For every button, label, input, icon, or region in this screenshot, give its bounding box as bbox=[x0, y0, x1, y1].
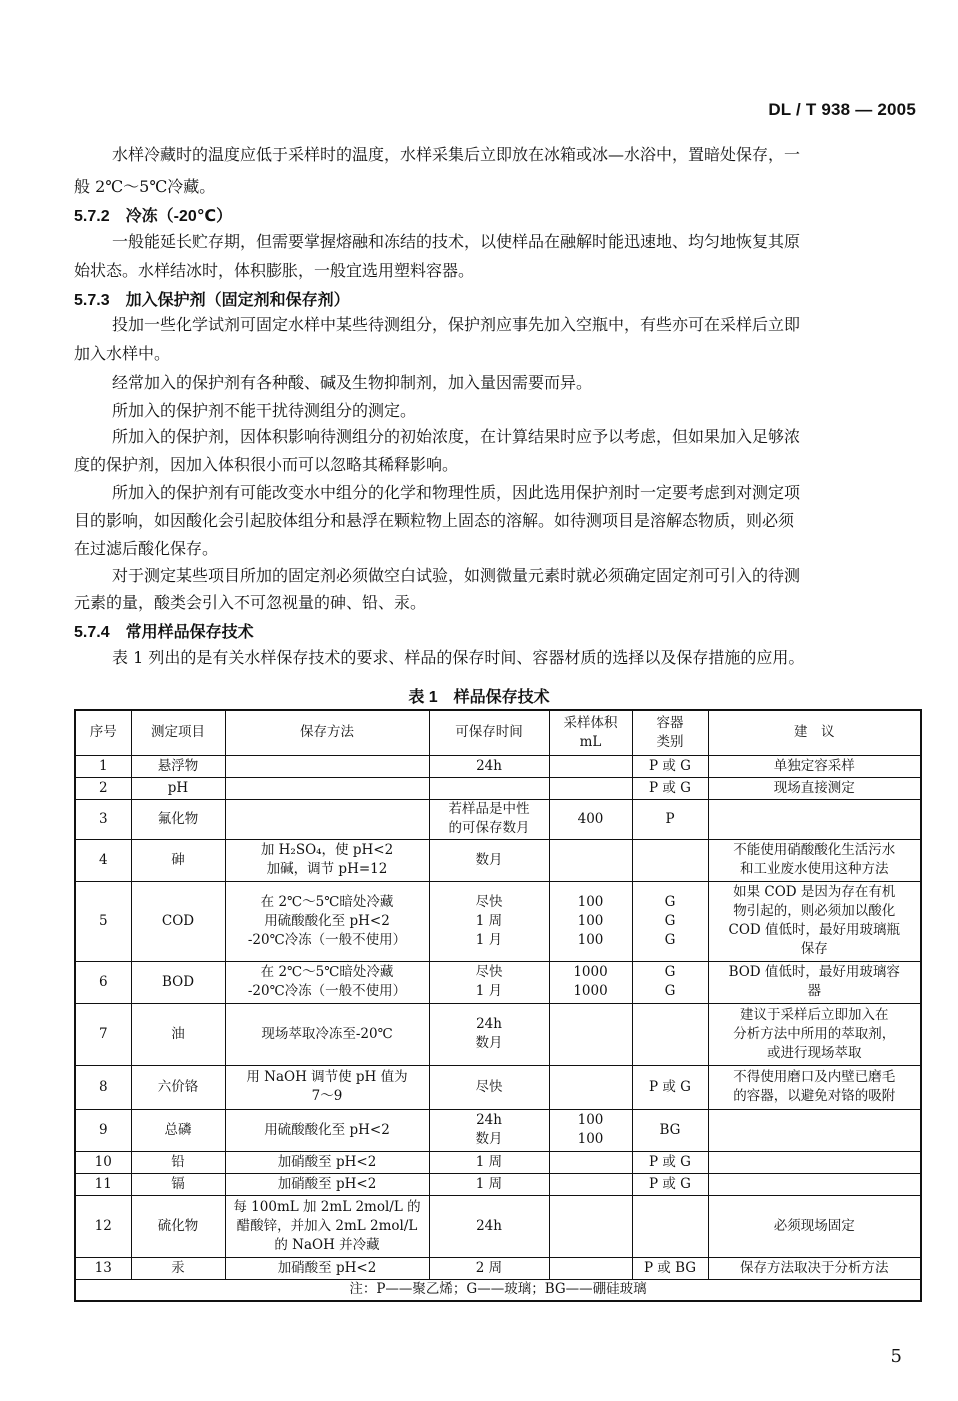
table-cell: 9 bbox=[75, 1109, 131, 1151]
table-cell: 10 bbox=[75, 1151, 131, 1173]
table-row bbox=[75, 1065, 921, 1109]
table-cell: 2 bbox=[75, 777, 131, 799]
table-cell: 4 bbox=[75, 839, 131, 881]
paragraph-line: 一般能延长贮存期，但需要掌握熔融和冻结的技术，以使样品在融解时能迅速地、均匀地恢复其原 bbox=[112, 232, 801, 251]
table-cell: 用 NaOH 调节使 pH 值为 7～9 bbox=[225, 1065, 429, 1109]
table-cell: 8 bbox=[75, 1065, 131, 1109]
paragraph-line: 水样冷藏时的温度应低于采样时的温度，水样采集后立即放在冰箱或冰—水浴中，置暗处保存，一 bbox=[112, 145, 801, 164]
table-cell: 必须现场固定 bbox=[708, 1195, 921, 1257]
table-cell: COD bbox=[131, 881, 225, 961]
table-cell bbox=[429, 777, 549, 799]
table-cell: 若样品是中性 的可保存数月 bbox=[429, 799, 549, 839]
table-cell: 尽快 1 月 bbox=[429, 961, 549, 1003]
table-cell bbox=[549, 755, 632, 777]
table-cell: 24h 数月 bbox=[429, 1109, 549, 1151]
table-cell: 1000 1000 bbox=[549, 961, 632, 1003]
table-cell: 铅 bbox=[131, 1151, 225, 1173]
table-cell: BG bbox=[632, 1109, 708, 1151]
paragraph-line: 投加一些化学试剂可固定水样中某些待测组分，保护剂应事先加入空瓶中，有些亦可在采样后立即 bbox=[112, 315, 801, 334]
table-cell: BOD 值低时，最好用玻璃容 器 bbox=[708, 961, 921, 1003]
table-cell: 汞 bbox=[131, 1257, 225, 1279]
page-number: 5 bbox=[890, 1346, 902, 1367]
table-cell bbox=[708, 1109, 921, 1151]
paragraph-line: 加入水样中。 bbox=[74, 344, 171, 363]
paragraph-line: 所加入的保护剂，因体积影响待测组分的初始浓度，在计算结果时应予以考虑，但如果加入足够浓 bbox=[112, 427, 801, 446]
table-note: 注：P——聚乙烯；G——玻璃；BG——硼硅玻璃 bbox=[75, 1279, 921, 1301]
table-row bbox=[75, 1151, 921, 1173]
table-cell: P 或 G bbox=[632, 1173, 708, 1195]
table-cell: P 或 BG bbox=[632, 1257, 708, 1279]
table-cell: 保存方法取决于分析方法 bbox=[708, 1257, 921, 1279]
paragraph-line: 所加入的保护剂不能干扰待测组分的测定。 bbox=[112, 401, 417, 420]
table-cell: 12 bbox=[75, 1195, 131, 1257]
table-cell: 加硝酸至 pH<2 bbox=[225, 1151, 429, 1173]
paragraph-line: 度的保护剂，因加入体积很小而可以忽略其稀释影响。 bbox=[74, 455, 459, 474]
table-cell: 在 2℃～5℃暗处冷藏 -20℃冷冻（一般不使用） bbox=[225, 961, 429, 1003]
table-cell: 100 100 bbox=[549, 1109, 632, 1151]
table-cell: 6 bbox=[75, 961, 131, 1003]
table-row bbox=[75, 1003, 921, 1065]
paragraph-line: 表 1 列出的是有关水样保存技术的要求、样品的保存时间、容器材质的选择以及保存措施的应用。 bbox=[112, 648, 805, 667]
section-heading-5-7-2: 5.7.2 冷冻（-20℃） bbox=[74, 208, 233, 225]
table-cell bbox=[549, 1151, 632, 1173]
table-cell: 悬浮物 bbox=[131, 755, 225, 777]
table-cell bbox=[549, 777, 632, 799]
table-cell: 在 2℃～5℃暗处冷藏 用硫酸酸化至 pH<2 -20℃冷冻（一般不使用） bbox=[225, 881, 429, 961]
table-cell: pH bbox=[131, 777, 225, 799]
table-row bbox=[75, 1173, 921, 1195]
col-header-index: 序号 bbox=[75, 710, 131, 755]
col-header-advice: 建 议 bbox=[708, 710, 921, 755]
standard-header: DL / T 938 — 2005 bbox=[768, 100, 916, 119]
paragraph-line: 始状态。水样结冰时，体积膨胀，一般宜选用塑料容器。 bbox=[74, 261, 475, 280]
table-cell: 加硝酸至 pH<2 bbox=[225, 1173, 429, 1195]
table-cell: 尽快 bbox=[429, 1065, 549, 1109]
sample-preservation-table bbox=[74, 709, 922, 1302]
table-cell: 1 周 bbox=[429, 1173, 549, 1195]
table-cell: P bbox=[632, 799, 708, 839]
paragraph-line: 经常加入的保护剂有各种酸、碱及生物抑制剂，加入量因需要而异。 bbox=[112, 373, 593, 392]
table-cell: P 或 G bbox=[632, 1151, 708, 1173]
table-cell: 加 H₂SO₄，使 pH<2 加碱，调节 pH=12 bbox=[225, 839, 429, 881]
table-cell bbox=[225, 777, 429, 799]
table-cell: 砷 bbox=[131, 839, 225, 881]
col-header-volume: 采样体积 mL bbox=[549, 710, 632, 755]
table-cell bbox=[708, 1151, 921, 1173]
table-cell bbox=[225, 755, 429, 777]
table-cell bbox=[708, 1173, 921, 1195]
table-cell bbox=[632, 839, 708, 881]
table-cell: 5 bbox=[75, 881, 131, 961]
table-cell: 11 bbox=[75, 1173, 131, 1195]
table-cell bbox=[549, 1065, 632, 1109]
table-cell: P 或 G bbox=[632, 1065, 708, 1109]
table-cell: 建议于采样后立即加入在 分析方法中所用的萃取剂， 或进行现场萃取 bbox=[708, 1003, 921, 1065]
col-header-time: 可保存时间 bbox=[429, 710, 549, 755]
table-cell bbox=[632, 1003, 708, 1065]
table-cell: 硫化物 bbox=[131, 1195, 225, 1257]
table-cell: 24h bbox=[429, 1195, 549, 1257]
table-cell bbox=[549, 1257, 632, 1279]
table-cell: 单独定容采样 bbox=[708, 755, 921, 777]
table-cell: 1 bbox=[75, 755, 131, 777]
table-cell: 24h bbox=[429, 755, 549, 777]
col-header-item: 测定项目 bbox=[131, 710, 225, 755]
table-row bbox=[75, 961, 921, 1003]
table-note-row bbox=[75, 1279, 921, 1301]
table-cell: 如果 COD 是因为存在有机 物引起的，则必须加以酸化 COD 值低时，最好用玻璃瓶 保存 bbox=[708, 881, 921, 961]
paragraph-line: 所加入的保护剂有可能改变水中组分的化学和物理性质，因此选用保护剂时一定要考虑到对测定项 bbox=[112, 483, 801, 502]
table-cell: P 或 G bbox=[632, 777, 708, 799]
table-cell bbox=[225, 799, 429, 839]
table-row bbox=[75, 839, 921, 881]
section-heading-5-7-4: 5.7.4 常用样品保存技术 bbox=[74, 624, 254, 641]
table-row bbox=[75, 799, 921, 839]
table-cell bbox=[549, 1173, 632, 1195]
paragraph-line: 对于测定某些项目所加的固定剂必须做空白试验，如测微量元素时就必须确定固定剂可引入的待测 bbox=[112, 566, 801, 585]
table-cell: 每 100mL 加 2mL 2mol/L 的 醋酸锌，并加入 2mL 2mol/L 的 NaOH 并冷藏 bbox=[225, 1195, 429, 1257]
table-cell: 镉 bbox=[131, 1173, 225, 1195]
table-cell: 加硝酸至 pH<2 bbox=[225, 1257, 429, 1279]
table-row bbox=[75, 1257, 921, 1279]
paragraph-line: 目的影响，如因酸化会引起胶体组分和悬浮在颗粒物上固态的溶解。如待测项目是溶解态物质，则必须 bbox=[74, 511, 795, 530]
table-cell: 油 bbox=[131, 1003, 225, 1065]
table-cell: 不得使用磨口及内壁已磨毛 的容器，以避免对铬的吸附 bbox=[708, 1065, 921, 1109]
table-cell: 用硫酸酸化至 pH<2 bbox=[225, 1109, 429, 1151]
table-cell: 100 100 100 bbox=[549, 881, 632, 961]
table-cell: 氟化物 bbox=[131, 799, 225, 839]
table-row bbox=[75, 777, 921, 799]
table-cell: 24h 数月 bbox=[429, 1003, 549, 1065]
table-cell: 尽快 1 周 1 月 bbox=[429, 881, 549, 961]
table-cell: 不能使用硝酸酸化生活污水 和工业废水使用这种方法 bbox=[708, 839, 921, 881]
col-header-container: 容器 类别 bbox=[632, 710, 708, 755]
paragraph-line: 般 2℃～5℃冷藏。 bbox=[74, 177, 216, 196]
table-cell bbox=[549, 1195, 632, 1257]
paragraph-line: 元素的量，酸类会引入不可忽视量的砷、铅、汞。 bbox=[74, 593, 427, 612]
table-caption: 表 1 样品保存技术 bbox=[408, 689, 550, 706]
table-cell: 1 周 bbox=[429, 1151, 549, 1173]
table-row bbox=[75, 1195, 921, 1257]
table-cell: 3 bbox=[75, 799, 131, 839]
col-header-method: 保存方法 bbox=[225, 710, 429, 755]
table-cell: G G bbox=[632, 961, 708, 1003]
table-cell: G G G bbox=[632, 881, 708, 961]
table-cell: 现场直接测定 bbox=[708, 777, 921, 799]
table-cell bbox=[708, 799, 921, 839]
table-cell bbox=[549, 1003, 632, 1065]
paragraph-line: 在过滤后酸化保存。 bbox=[74, 539, 219, 558]
table-cell: 13 bbox=[75, 1257, 131, 1279]
table-cell bbox=[549, 839, 632, 881]
table-cell: 2 周 bbox=[429, 1257, 549, 1279]
table-cell: 400 bbox=[549, 799, 632, 839]
section-heading-5-7-3: 5.7.3 加入保护剂（固定剂和保存剂） bbox=[74, 292, 350, 309]
table-row bbox=[75, 755, 921, 777]
table-cell: 六价铬 bbox=[131, 1065, 225, 1109]
table-cell: 7 bbox=[75, 1003, 131, 1065]
table-row bbox=[75, 881, 921, 961]
table-row bbox=[75, 1109, 921, 1151]
table-cell: 总磷 bbox=[131, 1109, 225, 1151]
table-cell bbox=[632, 1195, 708, 1257]
table-cell: 现场萃取冷冻至-20℃ bbox=[225, 1003, 429, 1065]
table-cell: P 或 G bbox=[632, 755, 708, 777]
table-header-row bbox=[75, 710, 921, 755]
table-cell: BOD bbox=[131, 961, 225, 1003]
table-cell: 数月 bbox=[429, 839, 549, 881]
